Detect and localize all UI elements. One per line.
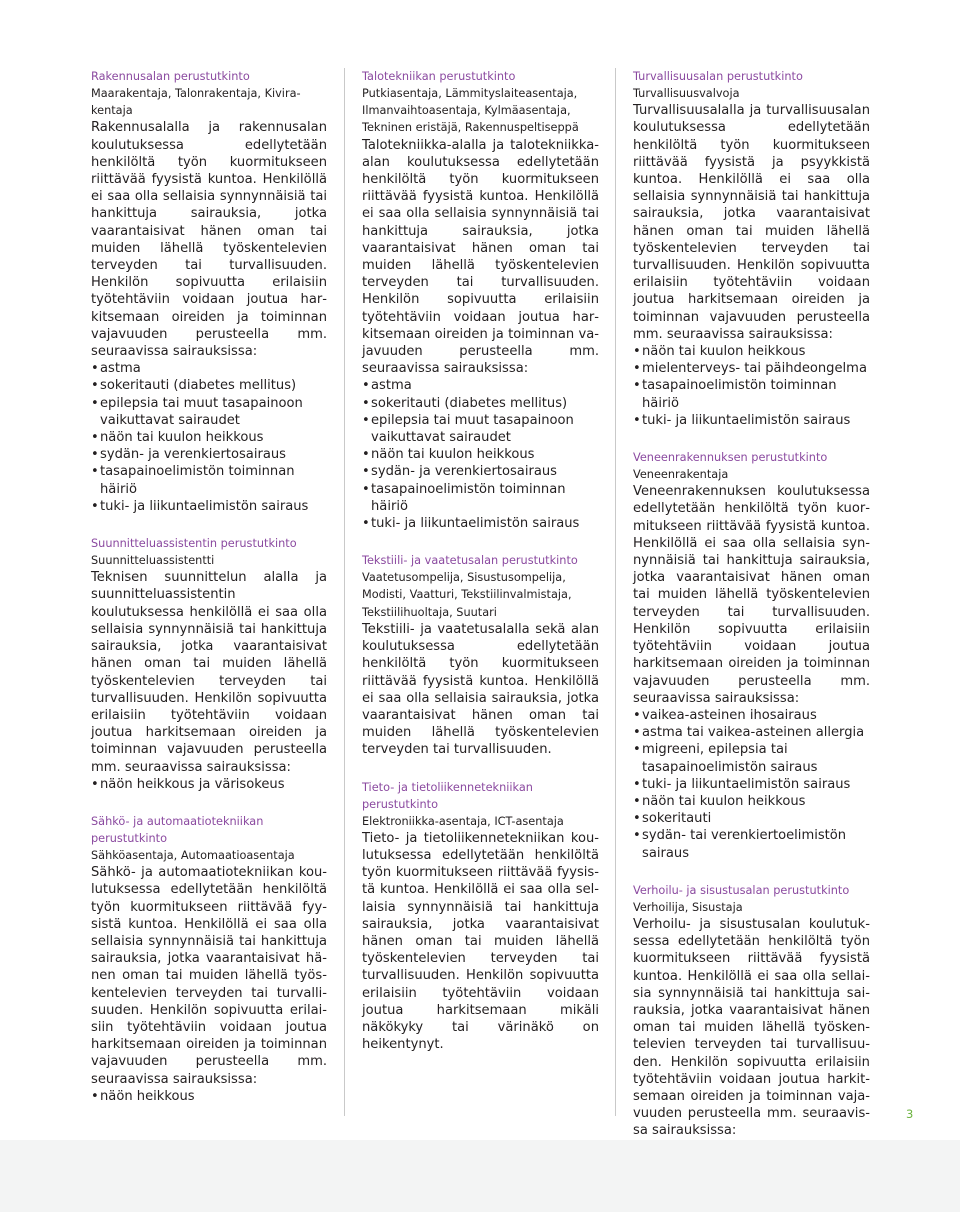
section <box>362 552 599 758</box>
list-item <box>633 707 870 724</box>
list-item <box>91 498 327 515</box>
section <box>633 882 870 1157</box>
occupation-list: Putkiasentaja, Lämmityslaiteasentaja, Ilmanvaihtoasentaja, Kylmäasentaja, Tekninen eristäjä, Rakennuspeltiseppä <box>362 87 579 135</box>
list-item-text: • astma <box>371 378 412 394</box>
occupation-list: Suunnitteluassistentti <box>91 554 215 568</box>
condition-list <box>91 360 327 515</box>
section-body: Tieto- ja tietoliikennetekniikan koulutuksessa edellytetään henkilöltä työn kuormitukseen riittävää fyysistä kuntoa. Henkilöllä ei saa olla sellaisia synnynnäisiä tai hankittuja sairauksia, jotka vaarantaisivat hänen oman tai muiden lähellä työskentelevien terveyden tai turvallisuuden. Henkilön sopivuutta erilaisiin työtehtäviin voidaan joutua harkitsemaan mikäli näkökyky tai värinäkö on heikentynyt. <box>362 830 599 1053</box>
section <box>91 68 327 515</box>
list-item-text: • migreeni, epilepsia tai tasapainoelimistön sairaus <box>642 742 818 775</box>
list-item-text: • näön tai kuulon heikkous <box>642 793 806 809</box>
list-item-text: • tuki- ja liikuntaelimistön sairaus <box>371 516 580 532</box>
condition-list <box>362 377 599 532</box>
section-body: Tekstiili- ja vaatetusalalla sekä alan koulutuksessa edellytetään henkilöltä työn kuormitukseen riittävää fyysistä kuntoa. Henkilöllä ei saa olla sellaisia sairauksia, jotka vaarantaisivat hänen oman tai muiden lähellä työskentelevien terveyden tai turvallisuuden. <box>362 621 599 758</box>
list-item <box>362 515 599 532</box>
section-heading: Tieto- ja tietoliikennetekniikan perustutkinto <box>362 780 533 811</box>
occupation-list: Elektroniikka-asentaja, ICT-asentaja <box>362 814 564 828</box>
list-item-text: • mielenterveys- tai päihdeongelma <box>642 361 867 377</box>
list-item-text: • tuki- ja liikuntaelimistön sairaus <box>642 412 851 428</box>
section-heading: Veneenrakennuksen perustutkinto <box>633 451 828 465</box>
list-item-text: • tuki- ja liikuntaelimistön sairaus <box>100 498 309 514</box>
list-item-text: • näön tai kuulon heikkous <box>371 447 535 463</box>
list-item <box>91 1088 327 1105</box>
list-item <box>91 429 327 446</box>
occupation-list: Maarakentaja, Talonrakentaja, Kivirakentaja <box>91 87 301 118</box>
list-item <box>362 412 599 446</box>
list-item-text: • epilepsia tai muut tasapainoon vaikuttavat sairaudet <box>100 395 303 428</box>
section-body: Turvallisuusalalla ja turvallisuusalan koulutuksessa edellytetään henkilöltä työn kuormitukseen riittävää fyysistä ja psyykkistä kuntoa. Henkilöllä ei saa olla sellaisia synnynnäisiä tai hankittuja sairauksia, jotka vaarantaisivat hänen oman tai muiden lähellä työskentelevien terveyden tai turvallisuuden. Henkilön sopivuutta erilaisiin työtehtäviin voidaan joutua harkitsemaan oireiden ja toiminnan vajavuuden perusteella mm. seuraavissa sairauksissa: <box>633 103 870 342</box>
section-heading: Rakennusalan perustutkinto <box>91 70 250 83</box>
section <box>362 68 599 532</box>
section-heading: Verhoilu- ja sisustusalan perustutkinto <box>633 883 850 897</box>
section-heading: Talotekniikan perustutkinto <box>362 70 516 83</box>
list-item <box>633 360 870 377</box>
section-body: Veneenrakennuksen koulutuksessa edellytetään henkilöltä työn kuormitukseen riittävää fyysistä kuntoa. Henkilöllä ei saa olla sellaisia synnynnäisiä tai hankittuja sairauksia, jotka vaarantaisivat hänen oman tai muiden lähellä työskentelevien terveyden tai turvallisuuden. Henkilön sopivuutta erilaisiin työtehtäviin voidaan joutua harkitsemaan oireiden ja toiminnan vajavuuden perusteella mm. seuraavissa sairauksissa: <box>633 484 870 706</box>
column-divider <box>344 68 345 1116</box>
list-item <box>633 827 870 861</box>
list-item-text: • epilepsia tai muut tasapainoon vaikuttavat sairaudet <box>371 412 574 446</box>
page-number: 3 <box>906 1107 914 1121</box>
list-item <box>362 395 599 412</box>
list-item <box>362 446 599 463</box>
condition-list <box>633 343 870 429</box>
list-item <box>91 446 327 463</box>
column-2 <box>362 68 599 1053</box>
occupation-list: Turvallisuusvalvoja <box>633 87 740 100</box>
list-item <box>362 463 599 480</box>
list-item-text: • sydän- ja verenkiertosairaus <box>100 447 286 463</box>
list-item-text: • tuki- ja liikuntaelimistön sairaus <box>642 776 851 792</box>
section-body: Teknisen suunnittelun alalla ja suunnitteluassistentin koulutuksessa henkilöllä ei saa olla sellaisia synnynnäisiä tai hankittuja sairauksia, jotka vaarantaisivat hänen oman tai muiden lähellä työskentelevien terveyden tai turvallisuuden. Henkilön sopivuutta erilaisiin työtehtäviin voidaan joutua harkitsemaan oireiden ja toiminnan vajavuuden perusteella mm. seuraavissa sairauksissa: <box>91 570 327 775</box>
list-item-text: • sydän- tai verenkiertoelimistön sairaus <box>642 828 847 861</box>
list-item-text: • sydän- ja verenkiertosairaus <box>371 464 557 480</box>
list-item-text: • sokeritauti <box>642 811 712 827</box>
list-item <box>91 377 327 394</box>
list-item <box>362 481 599 515</box>
list-item-text: • sokeritauti (diabetes mellitus) <box>100 378 297 394</box>
list-item <box>362 377 599 394</box>
condition-list <box>633 707 870 862</box>
list-item <box>633 412 870 429</box>
list-item-text: • tasapainoelimistön toiminnan häiriö <box>371 481 566 514</box>
list-item <box>633 377 870 411</box>
section-heading: Sähkö- ja automaatiotekniikan perustutkinto <box>91 814 264 845</box>
section-body: Verhoilu- ja sisustusalan koulutuksessa edellytetään henkilöltä työn kuormitukseen riittävää fyysistä kuntoa. Henkilöllä ei saa olla sellaisia synnynnäisiä tai hankittuja sairauksia, jotka vaarantaisivat hänen oman tai muiden lähellä työskentelevien terveyden tai turvallisuuden. Henkilön sopivuutta erilaisiin työtehtäviin voidaan joutua harkitsemaan oireiden ja toiminnan vajavuuden perusteella mm. seuraavissa sairauksissa: <box>633 916 870 1139</box>
section <box>91 813 327 1105</box>
section-body: Sähkö- ja automaatiotekniikan koulutuksessa edellytetään henkilöltä työn kuormitukseen riittävää fyysistä kuntoa. Henkilöllä ei saa olla sellaisia synnynnäisiä tai hankittuja sairauksia, jotka vaarantaisivat hänen oman tai muiden lähellä työskentelevien terveyden tai turvallisuuden. Henkilön sopivuutta erilaisiin työtehtäviin voidaan joutua harkitsemaan oireiden ja toiminnan vajavuuden perusteella mm. seuraavissa sairauksissa: <box>91 865 327 1087</box>
section-heading: Turvallisuusalan perustutkinto <box>633 70 803 83</box>
occupation-list: Verhoilija, Sisustaja <box>633 900 743 914</box>
occupation-list: Sähköasentaja, Automaatioasentaja <box>91 848 295 862</box>
section <box>633 68 870 429</box>
condition-list <box>91 776 327 793</box>
list-item-text: • astma <box>100 361 141 377</box>
list-item <box>633 724 870 741</box>
section-body: Talotekniikka-alalla ja talotekniikkaalan koulutuksessa edellytetään henkilöltä työn kuormitukseen riittävää fyysistä kuntoa. Henkilöllä ei saa olla sellaisia synnynnäisiä tai hankittuja sairauksia, jotka vaarantaisivat hänen oman tai muiden lähellä työskentelevien terveyden tai turvallisuuden. Henkilön sopivuutta erilaisiin työtehtäviin voidaan joutua harkitsemaan oireiden ja toiminnan vajavuuden perusteella mm. seuraavissa sairauksissa: <box>362 137 599 377</box>
section <box>362 779 599 1054</box>
list-item <box>91 776 327 793</box>
column-divider <box>615 68 616 1116</box>
list-item <box>633 741 870 775</box>
condition-list <box>91 1088 327 1105</box>
list-item-text: • näön tai kuulon heikkous <box>100 430 264 446</box>
footer-band <box>0 1140 960 1212</box>
section-body: Rakennusalalla ja rakennusalan koulutuksessa edellytetään henkilöltä työn kuormitukseen riittävää fyysistä kuntoa. Henkilöllä ei saa olla sellaisia synnynnäisiä tai hankittuja sairauksia, jotka vaarantaisivat hänen oman tai muiden lähellä työskentelevien terveyden tai turvallisuuden. Henkilön sopivuutta erilaisiin työtehtäviin voidaan joutua harkitsemaan oireiden ja toiminnan vajavuuden perusteella mm. seuraavissa sairauksissa: <box>91 120 327 360</box>
occupation-list: Veneenrakentaja <box>633 468 729 482</box>
list-item <box>633 343 870 360</box>
list-item-text: • astma tai vaikea-asteinen allergia <box>642 725 865 741</box>
list-item-text: • näön heikkous ja värisokeus <box>100 776 285 792</box>
list-item-text: • tasapainoelimistön toiminnan häiriö <box>642 378 837 411</box>
column-3 <box>633 68 870 1157</box>
list-item-text: • tasapainoelimistön toiminnan häiriö <box>100 464 295 497</box>
list-item-text: • näön heikkous <box>100 1088 195 1104</box>
list-item <box>91 360 327 377</box>
list-item-text: • näön tai kuulon heikkous <box>642 344 806 360</box>
list-item <box>91 463 327 497</box>
list-item-text: • sokeritauti (diabetes mellitus) <box>371 395 568 411</box>
list-item <box>633 776 870 793</box>
list-item <box>633 810 870 827</box>
list-item <box>91 395 327 429</box>
section-heading: Tekstiili- ja vaatetusalan perustutkinto <box>362 554 578 568</box>
occupation-list: Vaatetusompelija, Sisustusompelija, Modisti, Vaatturi, Tekstiilinvalmistaja, Tekstiilihuoltaja, Suutari <box>362 571 572 619</box>
list-item <box>633 793 870 810</box>
section <box>633 449 870 862</box>
list-item-text: • vaikea-asteinen ihosairaus <box>642 707 817 723</box>
column-1 <box>91 68 327 1105</box>
section-heading: Suunnitteluassistentin perustutkinto <box>91 537 297 551</box>
section <box>91 535 327 793</box>
